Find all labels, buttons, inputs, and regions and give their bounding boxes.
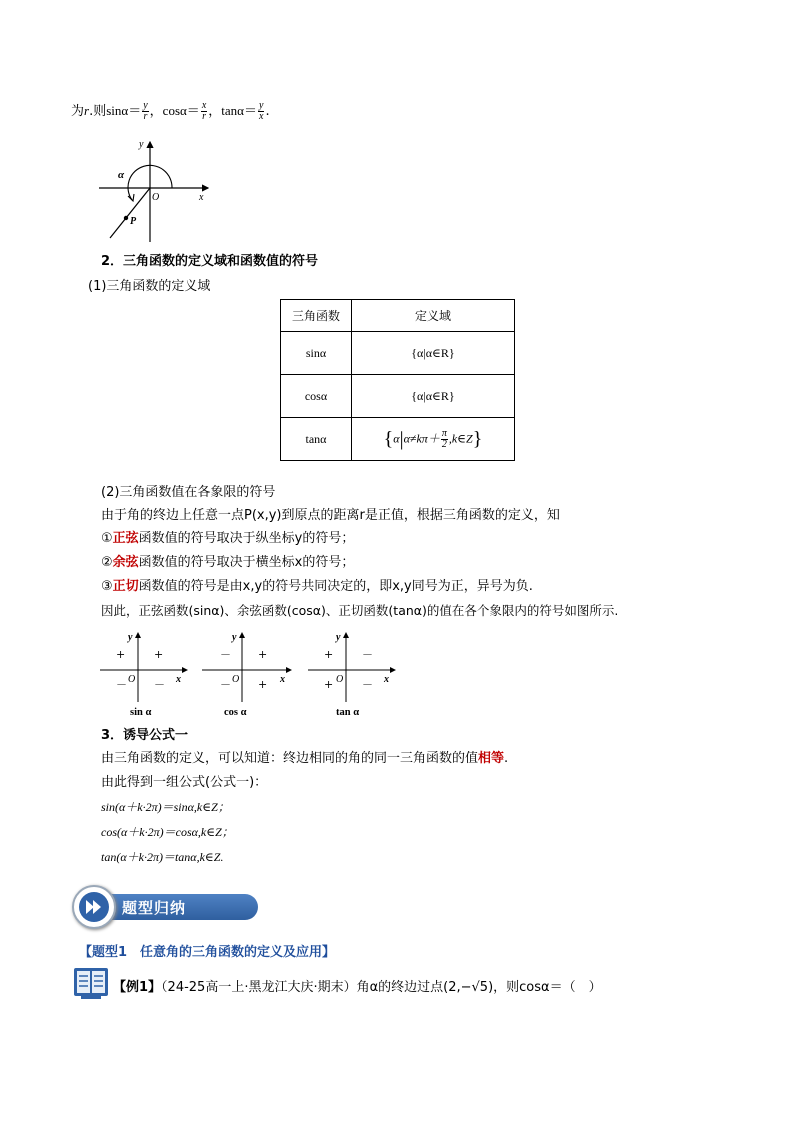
item-marker: ② xyxy=(101,555,113,570)
formula-tan: tan(α＋k·2π)＝tanα,k∈Z. xyxy=(101,850,224,864)
sin-lhs: sinα＝ xyxy=(106,103,142,118)
quadrant-2-sign: + xyxy=(116,648,126,661)
axis-y-label: y xyxy=(232,632,237,643)
axis-y-label: y xyxy=(128,632,133,643)
chart-label: sin α xyxy=(130,707,152,718)
table-header-func: 三角函数 xyxy=(281,300,352,332)
item-text: 函数值的符号取决于横坐标x的符号； xyxy=(138,555,355,570)
chart-label: cos α xyxy=(224,707,247,718)
axis-y-label: y xyxy=(336,632,341,643)
sin-fraction: $\frac{y}{r}$ xyxy=(143,100,148,122)
cos-fraction: $\frac{x}{r}$ xyxy=(201,100,207,122)
domain-table xyxy=(280,299,515,461)
intro-mid: .则 xyxy=(89,104,107,119)
alpha-label: α xyxy=(118,169,125,181)
rule-sine xyxy=(101,530,354,548)
table-cell-func: sinα xyxy=(281,332,352,375)
example-text: （24-25高一上·黑龙江大庆·期末）角α的终边过点(2,−√5)，则cosα＝（ ） xyxy=(161,980,602,995)
rule-cosine xyxy=(101,554,354,572)
sep: ， xyxy=(149,104,163,119)
sign-chart-row xyxy=(98,630,398,720)
topic-title: 【题型1 任意角的三角函数的定义及应用】 xyxy=(79,945,336,960)
table-cell-domain: {α|α∈R} xyxy=(352,375,515,418)
axis-x-label: x xyxy=(384,674,389,685)
quadrant-2-sign: － xyxy=(220,648,231,661)
table-header-domain: 定义域 xyxy=(352,300,515,332)
sign-chart-sin xyxy=(98,630,188,720)
item-text: 函数值的符号取决于纵坐标y的符号； xyxy=(138,531,355,546)
tan-fraction: $\frac{y}{x}$ xyxy=(258,100,264,122)
cos-lhs: cosα＝ xyxy=(162,103,200,118)
quadrant-4-sign: + xyxy=(258,678,268,691)
p-label: P xyxy=(130,216,137,227)
angle-diagram xyxy=(96,136,216,246)
origin-label: O xyxy=(152,192,160,203)
keyword-cosine: 余弦 xyxy=(112,555,139,570)
y-label: y xyxy=(139,139,144,150)
example-label: 【例1】 xyxy=(113,980,162,995)
section2-sub1: (1)三角函数的定义域 xyxy=(88,279,211,294)
origin-label: O xyxy=(232,674,240,685)
formula-cos: cos(α＋k·2π)＝cosα,k∈Z； xyxy=(101,825,234,839)
item-marker: ① xyxy=(101,531,113,546)
section2-sub2: (2)三角函数值在各象限的符号 xyxy=(101,485,276,500)
sign-chart-tan xyxy=(306,630,396,720)
formula-sin: sin(α＋k·2π)＝sinα,k∈Z； xyxy=(101,800,230,814)
tan-lhs: tanα＝ xyxy=(221,103,257,118)
quadrant-1-sign: － xyxy=(362,648,373,661)
table-cell-func: cosα xyxy=(281,375,352,418)
section3-para2: 由此得到一组公式(公式一)： xyxy=(101,775,268,790)
origin-label: O xyxy=(128,674,136,685)
axis-x-label: x xyxy=(280,674,285,685)
quadrant-4-sign: － xyxy=(154,678,165,691)
point-p xyxy=(124,216,128,220)
quadrant-3-sign: － xyxy=(220,678,231,691)
quadrant-1-sign: + xyxy=(258,648,268,661)
example-line xyxy=(113,976,602,995)
intro-formula-line xyxy=(71,101,270,122)
keyword-tangent: 正切 xyxy=(112,579,139,594)
r-variable: r xyxy=(84,103,90,118)
section3-heading: 3．诱导公式一 xyxy=(101,728,189,743)
item-marker: ③ xyxy=(101,579,113,594)
section2-para1: 由于角的终边上任意一点P(x,y)到原点的距离r是正值，根据三角函数的定义，知 xyxy=(101,508,560,523)
banner-title: 题型归纳 xyxy=(122,899,187,917)
sign-chart-cos xyxy=(202,630,292,720)
keyword-sine: 正弦 xyxy=(112,531,139,546)
text: . xyxy=(504,751,509,766)
banner-badge xyxy=(72,885,116,929)
keyword-equal: 相等 xyxy=(478,751,505,766)
topic-banner xyxy=(72,885,260,927)
chart-label: tan α xyxy=(336,707,360,718)
table-cell-func: tanα xyxy=(281,418,352,461)
quadrant-3-sign: － xyxy=(116,678,127,691)
x-label: x xyxy=(199,192,204,203)
text: 由三角函数的定义，可以知道：终边相同的角的同一三角函数的值 xyxy=(101,751,479,766)
quadrant-2-sign: + xyxy=(324,648,334,661)
quadrant-1-sign: + xyxy=(154,648,164,661)
section3-para1 xyxy=(101,750,508,768)
play-icon xyxy=(79,892,109,922)
quadrant-3-sign: + xyxy=(324,678,334,691)
item-text: 函数值的符号是由x,y的符号共同决定的，即x,y同号为正，异号为负. xyxy=(138,579,533,594)
quadrant-4-sign: － xyxy=(362,678,373,691)
section2-para2: 因此，正弦函数(sinα)、余弦函数(cosα)、正切函数(tanα)的值在各个象限内的符号如图所示. xyxy=(101,603,619,618)
sep: ， xyxy=(208,104,222,119)
book-icon xyxy=(73,966,109,1000)
period: . xyxy=(265,104,270,119)
table-cell-domain: {α|α∈R} xyxy=(352,332,515,375)
origin-label: O xyxy=(336,674,344,685)
axis-x-label: x xyxy=(176,674,181,685)
section2-heading: 2．三角函数的定义域和函数值的符号 xyxy=(101,254,319,269)
intro-prefix: 为 xyxy=(71,104,85,119)
rule-tangent xyxy=(101,578,533,596)
table-cell-domain-tan: {α|α≠kπ＋ $\frac{\pi}{2}$ ,k∈Z} xyxy=(352,418,515,461)
